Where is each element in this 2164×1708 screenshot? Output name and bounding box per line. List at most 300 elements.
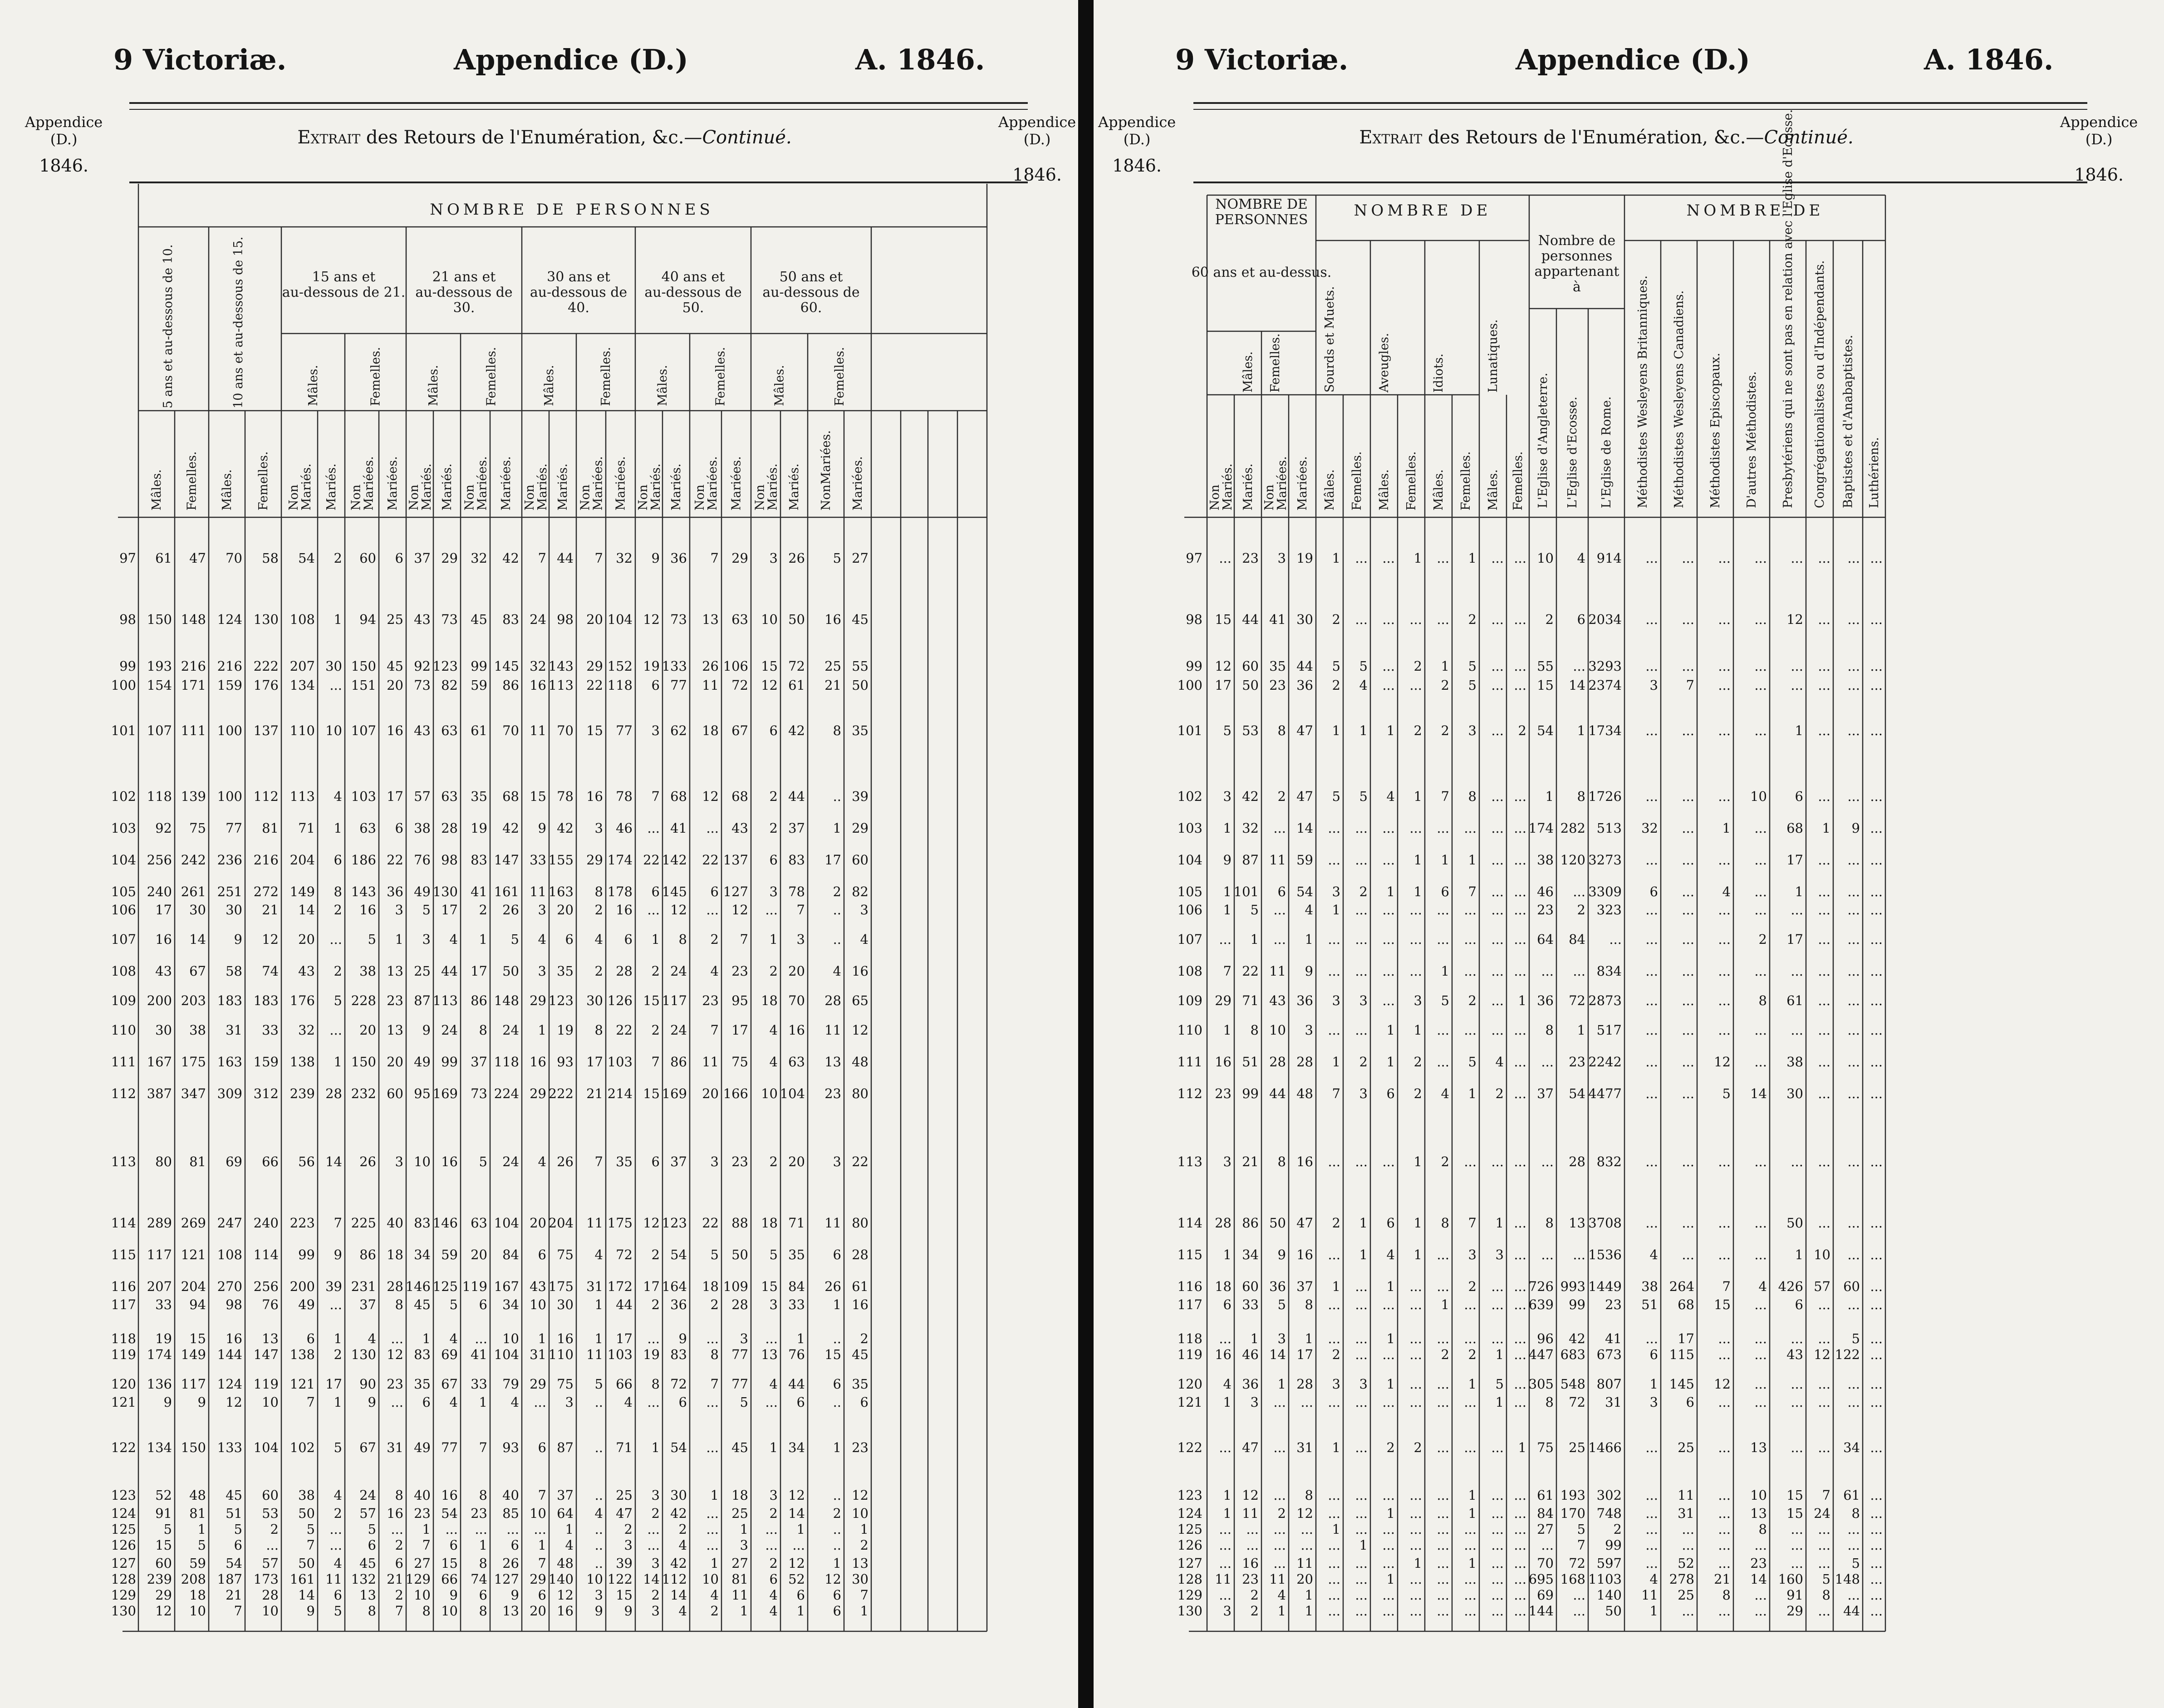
- cell-value: 91: [155, 1506, 172, 1521]
- row-number: 118: [1177, 1331, 1202, 1346]
- cell-value: 112: [662, 1571, 687, 1587]
- margin-note-year: 1846.: [1112, 156, 1162, 176]
- cell-value: 8: [1545, 1022, 1554, 1038]
- cell-value: 75: [557, 1376, 574, 1392]
- cell-value: ...: [1246, 1521, 1259, 1537]
- cell-value: 6: [1795, 1297, 1803, 1312]
- cell-value: 3: [1359, 1086, 1368, 1101]
- group-label: au-dessous de: [762, 285, 860, 300]
- cell-value: 16: [530, 1054, 546, 1070]
- cell-value: 60: [359, 550, 376, 566]
- cell-value: ...: [1514, 1394, 1526, 1410]
- cell-value: 21: [262, 902, 279, 918]
- cell-value: 8: [1758, 1521, 1767, 1537]
- cell-value: ...: [1491, 1297, 1504, 1312]
- cell-value: 138: [290, 1347, 315, 1362]
- cell-value: 2: [1386, 1440, 1395, 1455]
- cell-value: 2: [1441, 1154, 1449, 1169]
- margin-note-year: 1846.: [39, 156, 88, 176]
- cell-value: 7: [594, 550, 603, 566]
- cell-value: 5: [740, 1394, 748, 1410]
- column-header: Mariées.: [729, 456, 744, 510]
- cell-value: 20: [298, 932, 315, 947]
- cell-value: 10: [414, 1154, 431, 1169]
- cell-value: ...: [1355, 612, 1368, 627]
- row-number: 115: [111, 1247, 136, 1262]
- cell-value: 6: [1223, 1297, 1232, 1312]
- cell-value: 166: [723, 1086, 748, 1101]
- cell-value: ...: [1464, 932, 1477, 947]
- cell-value: 35: [852, 1376, 869, 1392]
- cell-value: ...: [1718, 1506, 1731, 1521]
- cell-value: 15: [586, 723, 603, 738]
- cell-value: ..: [833, 932, 841, 947]
- cell-value: 113: [548, 677, 574, 693]
- cell-value: 1: [1468, 1556, 1477, 1571]
- cell-value: ...: [1437, 550, 1449, 566]
- cell-value: 8: [1545, 1394, 1554, 1410]
- cell-value: ...: [1464, 1394, 1477, 1410]
- cell-value: 50: [502, 963, 519, 979]
- cell-value: 12: [387, 1347, 403, 1362]
- cell-value: 4: [1649, 1571, 1658, 1587]
- cell-value: 1: [538, 1537, 546, 1553]
- cell-value: ...: [1382, 1603, 1395, 1619]
- cell-value: 41: [471, 1347, 487, 1362]
- cell-value: 28: [1569, 1154, 1585, 1169]
- group-label-appartenant: Nombre de: [1538, 233, 1616, 249]
- cell-value: 5: [769, 1247, 778, 1262]
- cell-value: 54: [298, 550, 315, 566]
- cell-value: 8: [1305, 1487, 1313, 1503]
- cell-value: 200: [147, 993, 172, 1008]
- cell-value: 21: [824, 677, 841, 693]
- cell-value: ...: [1219, 1521, 1232, 1537]
- cell-value: 73: [471, 1086, 487, 1101]
- cell-value: 161: [494, 884, 519, 899]
- cell-value: 30: [557, 1297, 574, 1312]
- cell-value: ...: [1409, 612, 1422, 627]
- cell-value: 15: [1714, 1297, 1731, 1312]
- cell-value: ...: [1491, 723, 1504, 738]
- cell-value: 1: [1413, 789, 1422, 804]
- cell-value: 24: [502, 1154, 519, 1169]
- cell-value: 47: [1242, 1440, 1259, 1455]
- cell-value: ...: [1754, 1215, 1767, 1231]
- cell-value: ...: [765, 1394, 778, 1410]
- cell-value: ...: [1514, 658, 1526, 674]
- cell-value: ...: [1870, 1376, 1883, 1392]
- cell-value: ...: [1818, 1521, 1830, 1537]
- cell-value: 2: [1495, 1086, 1504, 1101]
- cell-value: 1: [1386, 723, 1395, 738]
- cell-value: 225: [351, 1215, 376, 1231]
- cell-value: 53: [1242, 723, 1259, 738]
- cell-value: 32: [1242, 820, 1259, 836]
- cell-value: ...: [1645, 852, 1658, 868]
- cell-value: ...: [1682, 932, 1694, 947]
- cell-value: 18: [189, 1587, 206, 1603]
- cell-value: 46: [616, 820, 633, 836]
- cell-value: 5: [594, 1376, 603, 1392]
- cell-value: 6: [565, 932, 574, 947]
- cell-value: ...: [391, 1521, 403, 1537]
- cell-value: 15: [643, 993, 660, 1008]
- cell-value: 6: [334, 1587, 342, 1603]
- cell-value: 81: [731, 1571, 748, 1587]
- right-census-table: [1094, 0, 2164, 1708]
- cell-value: 70: [502, 723, 519, 738]
- cell-value: ...: [1718, 1537, 1731, 1553]
- cell-value: 1: [422, 1331, 431, 1346]
- cell-value: ...: [1328, 1154, 1340, 1169]
- cell-value: 11: [824, 1022, 841, 1038]
- cell-value: 82: [852, 884, 869, 899]
- cell-value: 29: [155, 1587, 172, 1603]
- cell-value: ...: [1645, 1022, 1658, 1038]
- cell-value: 43: [414, 612, 431, 627]
- cell-value: 1: [860, 1603, 869, 1619]
- cell-value: 1: [1441, 852, 1449, 868]
- cell-value: 60: [1242, 658, 1259, 674]
- cell-value: ...: [1355, 1487, 1368, 1503]
- cell-value: 6: [422, 1394, 431, 1410]
- cell-value: ...: [1382, 1521, 1395, 1537]
- cell-value: 2: [860, 1331, 869, 1346]
- cell-value: 100: [217, 723, 242, 738]
- cell-value: 52: [155, 1487, 172, 1503]
- cell-value: 52: [788, 1571, 805, 1587]
- cell-value: 35: [471, 789, 487, 804]
- cell-value: 3273: [1588, 852, 1622, 868]
- cell-value: 1: [796, 1331, 805, 1346]
- cell-value: 10: [1750, 789, 1767, 804]
- row-number: 122: [1177, 1440, 1202, 1455]
- cell-value: 27: [1537, 1521, 1554, 1537]
- cell-value: 34: [1242, 1247, 1259, 1262]
- cell-value: ...: [1491, 1506, 1504, 1521]
- cell-value: 12: [643, 1215, 660, 1231]
- cell-value: 3: [1250, 1394, 1259, 1410]
- cell-value: 8: [479, 1487, 487, 1503]
- cell-value: ...: [1818, 1556, 1830, 1571]
- cell-value: 695: [1528, 1571, 1554, 1587]
- row-number: 109: [111, 993, 136, 1008]
- row-number: 124: [111, 1506, 136, 1521]
- cell-value: ..: [594, 1556, 603, 1571]
- cell-value: 1: [1359, 723, 1368, 738]
- cell-value: ...: [1409, 1279, 1422, 1294]
- cell-value: 204: [181, 1279, 206, 1294]
- cell-value: ...: [1573, 1247, 1585, 1262]
- cell-value: ...: [1870, 1279, 1883, 1294]
- column-header: Mâles.: [1323, 469, 1337, 510]
- cell-value: 63: [788, 1054, 805, 1070]
- cell-value: 2: [1468, 1347, 1477, 1362]
- cell-value: 9: [1851, 820, 1860, 836]
- cell-value: 99: [298, 1247, 315, 1262]
- cell-value: ...: [1818, 789, 1830, 804]
- cell-value: ...: [1273, 1487, 1286, 1503]
- cell-value: ...: [1682, 1603, 1694, 1619]
- row-number: 104: [1177, 852, 1202, 868]
- cell-value: ...: [1870, 820, 1883, 836]
- cell-value: 16: [616, 902, 633, 918]
- cell-value: 3: [1277, 1331, 1286, 1346]
- cell-value: ...: [1491, 1556, 1504, 1571]
- cell-value: 1103: [1588, 1571, 1622, 1587]
- cell-value: 41: [670, 820, 687, 836]
- cell-value: 323: [1596, 902, 1622, 918]
- cell-value: ...: [792, 1537, 805, 1553]
- cell-value: 103: [607, 1054, 633, 1070]
- cell-value: ...: [647, 1537, 660, 1553]
- cell-value: ...: [1491, 902, 1504, 918]
- cell-value: 167: [147, 1054, 172, 1070]
- cell-value: 113: [290, 789, 315, 804]
- cell-value: 21: [1714, 1571, 1731, 1587]
- cell-value: 3: [710, 1154, 719, 1169]
- cell-value: 1: [1332, 723, 1340, 738]
- cell-value: ...: [1818, 1086, 1830, 1101]
- row-number: 103: [1177, 820, 1202, 836]
- cell-value: 4: [1386, 789, 1395, 804]
- cell-value: 94: [359, 612, 376, 627]
- row-number: 111: [1177, 1054, 1202, 1070]
- cell-value: 6: [651, 1154, 660, 1169]
- cell-value: ...: [1847, 1022, 1860, 1038]
- cell-value: ...: [1818, 612, 1830, 627]
- cell-value: ...: [1409, 1331, 1422, 1346]
- cell-value: ...: [1754, 1376, 1767, 1392]
- cell-value: 23: [387, 993, 403, 1008]
- cell-value: 68: [1678, 1297, 1694, 1312]
- cell-value: 2: [1577, 902, 1585, 918]
- cell-value: 25: [387, 612, 403, 627]
- cell-value: 122: [607, 1571, 633, 1587]
- cell-value: 7: [1332, 1086, 1340, 1101]
- column-header: Mariées.: [1275, 456, 1289, 510]
- column-header: Mariés.: [1221, 463, 1235, 510]
- cell-value: 77: [226, 820, 242, 836]
- cell-value: 3: [651, 723, 660, 738]
- cell-value: 110: [290, 723, 315, 738]
- cell-value: ...: [1273, 1556, 1286, 1571]
- cell-value: 144: [217, 1347, 242, 1362]
- cell-value: 11: [1269, 963, 1286, 979]
- cell-value: ...: [1382, 932, 1395, 947]
- cell-value: 11: [731, 1587, 748, 1603]
- column-header: Mariés.: [440, 463, 454, 510]
- cell-value: 14: [1569, 677, 1585, 693]
- cell-value: 113: [432, 993, 458, 1008]
- margin-note-year: 1846.: [2074, 165, 2124, 185]
- cell-value: 71: [616, 1440, 633, 1455]
- cell-value: 8: [395, 1487, 403, 1503]
- group-label-appartenant: appartenant: [1534, 264, 1619, 280]
- cell-value: 1: [1386, 1506, 1395, 1521]
- cell-value: 13: [761, 1347, 778, 1362]
- cell-value: 1: [1795, 723, 1803, 738]
- cell-value: 1: [1250, 1331, 1259, 1346]
- cell-value: 149: [290, 884, 315, 899]
- margin-note-label: Appendice: [2060, 113, 2138, 131]
- cell-value: ...: [1718, 1215, 1731, 1231]
- cell-value: 44: [1296, 658, 1313, 674]
- cell-value: 132: [351, 1571, 376, 1587]
- cell-value: 9: [651, 550, 660, 566]
- cell-value: 1: [833, 1440, 841, 1455]
- cell-value: ...: [1718, 677, 1731, 693]
- cell-value: 93: [557, 1054, 574, 1070]
- cell-value: 3: [1359, 993, 1368, 1008]
- cell-value: ...: [1791, 902, 1803, 918]
- cell-value: 1: [833, 1297, 841, 1312]
- cell-value: 1: [1386, 1331, 1395, 1346]
- cell-value: 1: [710, 1487, 719, 1503]
- cell-value: ...: [1682, 820, 1694, 836]
- column-header: D'autres Méthodistes.: [1745, 371, 1759, 508]
- cell-value: 1: [1413, 884, 1422, 899]
- cell-value: ...: [1514, 1376, 1526, 1392]
- cell-value: 4: [769, 1054, 778, 1070]
- cell-value: 104: [494, 1347, 519, 1362]
- cell-value: 123: [662, 1215, 687, 1231]
- cell-value: ...: [534, 1394, 546, 1410]
- cell-value: ...: [706, 1521, 719, 1537]
- cell-value: 148: [181, 612, 206, 627]
- cell-value: 10: [1814, 1247, 1830, 1262]
- cell-value: 140: [548, 1571, 574, 1587]
- cell-value: 87: [557, 1440, 574, 1455]
- cell-value: 26: [557, 1154, 574, 1169]
- cell-value: 49: [298, 1297, 315, 1312]
- cell-value: 807: [1596, 1376, 1622, 1392]
- cell-value: 39: [616, 1556, 633, 1571]
- cell-value: 5: [1277, 1297, 1286, 1312]
- cell-value: 1: [1223, 884, 1232, 899]
- cell-value: ...: [1514, 884, 1526, 899]
- cell-value: 72: [1569, 1394, 1585, 1410]
- cell-value: 32: [1641, 820, 1658, 836]
- cell-value: ...: [1847, 1587, 1860, 1603]
- cell-value: 3: [538, 902, 546, 918]
- cell-value: ...: [1382, 852, 1395, 868]
- cell-value: ...: [1514, 1054, 1526, 1070]
- cell-value: 19: [643, 658, 660, 674]
- cell-value: ...: [1328, 1331, 1340, 1346]
- cell-value: 1: [594, 1297, 603, 1312]
- cell-value: 80: [852, 1215, 869, 1231]
- cell-value: 41: [471, 884, 487, 899]
- cell-value: 37: [471, 1054, 487, 1070]
- cell-value: 169: [432, 1086, 458, 1101]
- cell-value: 45: [852, 612, 869, 627]
- cell-value: 8: [395, 1297, 403, 1312]
- row-number: 126: [1177, 1537, 1202, 1553]
- cell-value: 1: [1223, 820, 1232, 836]
- cell-value: 1: [1495, 1347, 1504, 1362]
- cell-value: ...: [1682, 884, 1694, 899]
- cell-value: 23: [852, 1440, 869, 1455]
- cell-value: 11: [1269, 1571, 1286, 1587]
- cell-value: 88: [731, 1215, 748, 1231]
- cell-value: 58: [262, 550, 279, 566]
- row-number: 108: [1177, 963, 1202, 979]
- cell-value: 5: [479, 1154, 487, 1169]
- cell-value: 60: [262, 1487, 279, 1503]
- cell-value: 41: [1269, 612, 1286, 627]
- cell-value: ...: [1754, 1331, 1767, 1346]
- cell-value: ...: [1870, 993, 1883, 1008]
- cell-value: 224: [494, 1086, 519, 1101]
- cell-value: 1: [1413, 1556, 1422, 1571]
- cell-value: 1: [538, 1022, 546, 1038]
- cell-value: ...: [1514, 820, 1526, 836]
- cell-value: 99: [1569, 1297, 1585, 1312]
- cell-value: 1: [651, 932, 660, 947]
- cell-value: ...: [1541, 1054, 1554, 1070]
- cell-value: 14: [298, 1587, 315, 1603]
- cell-value: 15: [761, 1279, 778, 1294]
- cell-value: 104: [253, 1440, 279, 1455]
- cell-value: 10: [262, 1394, 279, 1410]
- cell-value: 24: [530, 612, 546, 627]
- cell-value: 33: [155, 1297, 172, 1312]
- cell-value: ...: [1718, 658, 1731, 674]
- cell-value: ...: [1300, 1394, 1313, 1410]
- cell-value: 2: [594, 963, 603, 979]
- cell-value: ...: [1328, 852, 1340, 868]
- cell-value: 110: [548, 1347, 574, 1362]
- cell-value: 18: [387, 1247, 403, 1262]
- cell-value: 20: [359, 1022, 376, 1038]
- cell-value: 103: [351, 789, 376, 804]
- cell-value: 10: [262, 1603, 279, 1619]
- cell-value: ...: [1491, 1571, 1504, 1587]
- cell-value: 2034: [1588, 612, 1622, 627]
- cell-value: ...: [506, 1521, 519, 1537]
- cell-value: 1: [769, 1440, 778, 1455]
- cell-value: 7: [234, 1603, 242, 1619]
- cell-value: 2: [651, 1247, 660, 1262]
- cell-value: 3: [594, 1587, 603, 1603]
- cell-value: 30: [155, 1022, 172, 1038]
- cell-value: 6: [833, 1247, 841, 1262]
- cell-value: ...: [1437, 1571, 1449, 1587]
- cell-value: ...: [1328, 1556, 1340, 1571]
- cell-value: 12: [788, 1556, 805, 1571]
- row-number: 129: [1177, 1587, 1202, 1603]
- cell-value: 87: [1242, 852, 1259, 868]
- cell-value: 1: [422, 1521, 431, 1537]
- cell-value: 7: [740, 932, 748, 947]
- cell-value: 2: [1250, 1603, 1259, 1619]
- cell-value: 247: [217, 1215, 242, 1231]
- cell-value: 312: [253, 1086, 279, 1101]
- cell-value: 3: [395, 1154, 403, 1169]
- cell-value: 83: [471, 852, 487, 868]
- cell-value: 18: [761, 1215, 778, 1231]
- cell-value: ...: [1818, 932, 1830, 947]
- row-number: 117: [111, 1297, 136, 1312]
- cell-value: 9: [538, 820, 546, 836]
- cell-value: 9: [334, 1247, 342, 1262]
- cell-value: 16: [1296, 1247, 1313, 1262]
- row-number: 126: [111, 1537, 136, 1553]
- cell-value: 1: [1386, 1571, 1395, 1587]
- cell-value: ...: [1491, 1537, 1504, 1553]
